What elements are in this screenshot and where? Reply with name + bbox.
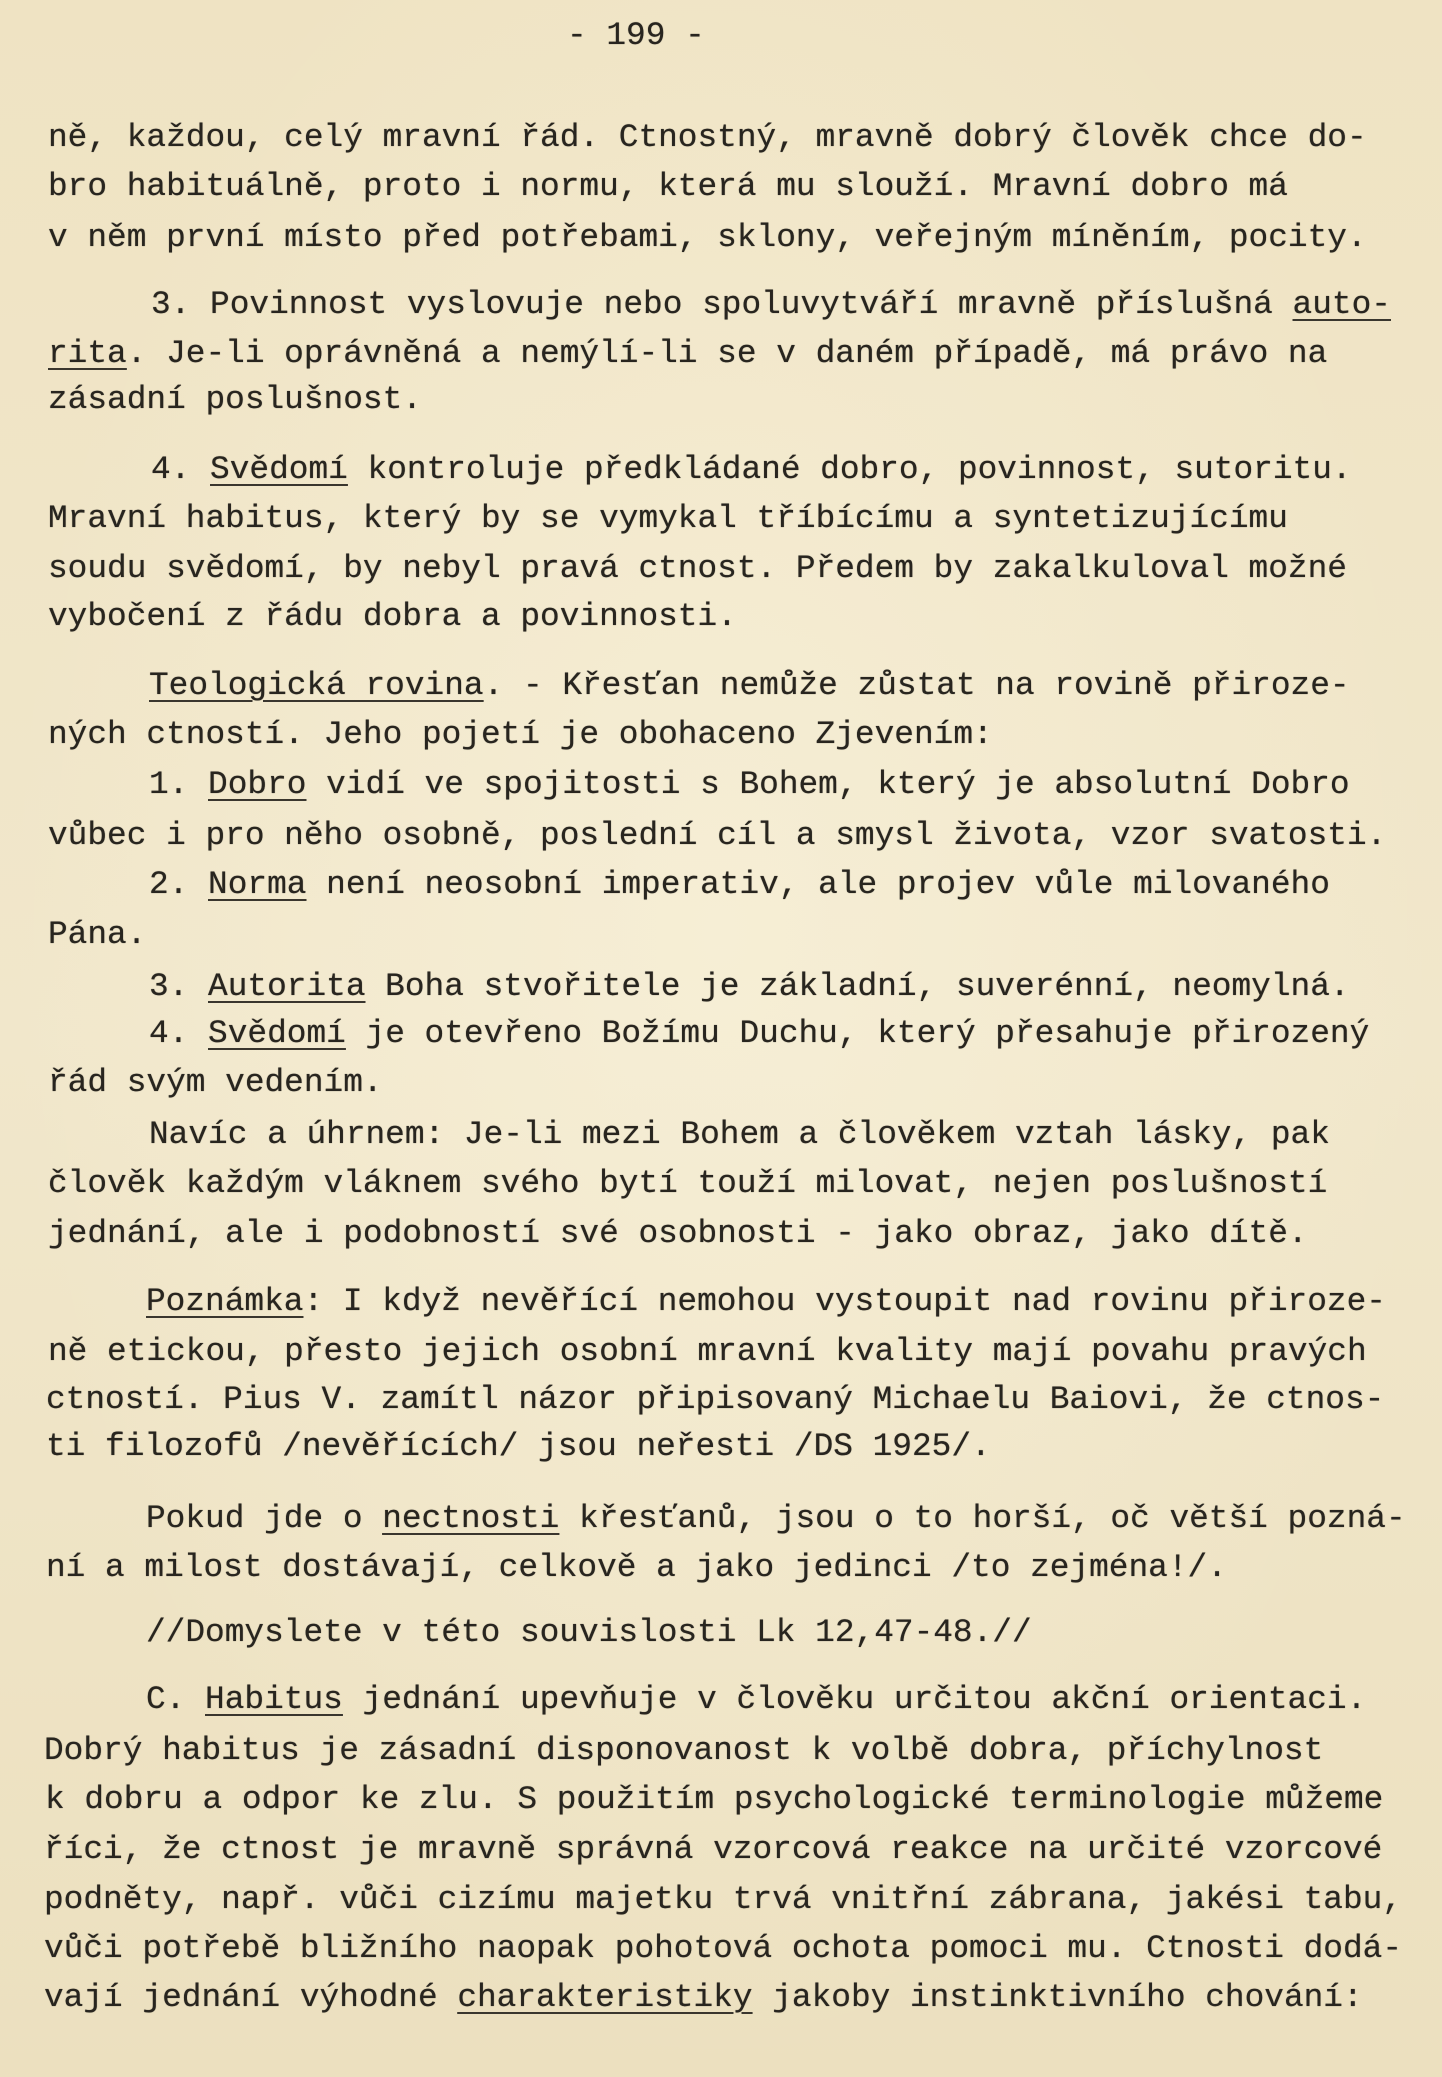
text-line — [48, 118, 1367, 158]
text-line — [149, 1115, 1330, 1155]
text-line — [48, 167, 1288, 207]
underlined-term: Dobro — [208, 766, 307, 803]
line-text: jednání, ale i podobností své osobnosti - jako obraz, jako dítě. — [48, 1215, 1308, 1252]
line-text: Mravní habitus, který by se vymykal tříbícímu a syntetizujícímu — [48, 500, 1288, 537]
line-text: soudu svědomí, by nebyl pravá ctnost. Předem by zakalkuloval možné — [48, 550, 1347, 587]
line-text: . Je-li oprávněná a nemýlí-li se v daném případě, má právo na — [126, 335, 1328, 372]
text-line — [44, 1880, 1402, 1920]
line-text: 3. — [149, 968, 209, 1005]
text-line — [44, 1830, 1382, 1870]
line-text: Dobrý habitus je zásadní disponovanost k volbě dobra, příchylnost — [44, 1732, 1324, 1769]
line-text: ně, každou, celý mravní řád. Ctnostný, mravně dobrý člověk chce do- — [48, 119, 1367, 156]
text-line — [149, 666, 1350, 706]
line-text: C. — [146, 1681, 206, 1718]
underlined-term: nectnosti — [382, 1500, 560, 1537]
line-text: vůči potřebě bližního naopak pohotová ochota pomoci mu. Ctnosti dodá- — [44, 1930, 1403, 1967]
text-line — [146, 1680, 1366, 1720]
text-line — [48, 597, 737, 637]
underlined-term: Poznámka — [146, 1283, 304, 1320]
underlined-term: Norma — [208, 866, 307, 903]
line-text: řád svým vedením. — [48, 1064, 383, 1101]
line-text: ctností. Pius V. zamítl názor připisovaný Michaelu Baiovi, že ctnos- — [46, 1381, 1385, 1418]
underlined-term: charakteristiky — [457, 1979, 753, 2016]
underlined-term: auto- — [1292, 286, 1391, 323]
text-line — [149, 967, 1350, 1007]
line-text: 1. — [149, 766, 209, 803]
line-text: 2. — [149, 866, 209, 903]
text-line — [48, 499, 1288, 539]
text-line — [48, 334, 1327, 374]
line-text: ní a milost dostávají, celkově a jako jedinci /to zejména!/. — [46, 1549, 1227, 1586]
text-line — [48, 380, 422, 420]
text-line — [45, 1780, 1383, 1820]
line-text: k dobru a odpor ke zlu. S použitím psychologické terminologie můžeme — [45, 1781, 1384, 1818]
text-line — [149, 765, 1350, 805]
text-line — [48, 715, 993, 755]
line-text: ných ctností. Jeho pojetí je obohaceno Zjevením: — [48, 716, 993, 753]
underlined-term: Autorita — [208, 968, 366, 1005]
underlined-term: Svědomí — [208, 1015, 346, 1052]
text-line — [46, 1548, 1227, 1588]
text-line — [151, 450, 1352, 490]
line-text: vidí ve spojitosti s Bohem, který je absolutní Dobro — [306, 766, 1350, 803]
underlined-term: Svědomí — [210, 451, 348, 488]
line-text: Pokud jde o — [146, 1500, 383, 1537]
line-text: vůbec i pro něho osobně, poslední cíl a smysl života, vzor svatosti. — [48, 817, 1387, 854]
text-line — [48, 1332, 1367, 1372]
text-line — [46, 1427, 991, 1467]
line-text: Navíc a úhrnem: Je-li mezi Bohem a člověkem vztah lásky, pak — [149, 1116, 1330, 1153]
line-text: : I když nevěřící nemohou vystoupit nad rovinu přiroze- — [303, 1283, 1386, 1320]
text-line — [46, 1380, 1384, 1420]
text-line — [151, 285, 1391, 325]
line-text: jednání upevňuje v člověku určitou akční orientaci. — [342, 1681, 1367, 1718]
line-text: bro habituálně, proto i normu, která mu slouží. Mravní dobro má — [48, 168, 1288, 205]
text-line — [149, 1014, 1369, 1054]
text-line — [146, 1613, 1032, 1653]
text-line — [48, 816, 1386, 856]
text-line — [44, 1978, 1363, 2018]
line-text: podněty, např. vůči cizímu majetku trvá vnitřní zábrana, jakési tabu, — [44, 1881, 1403, 1918]
text-line — [44, 1731, 1323, 1771]
line-text: 3. Povinnost vyslovuje nebo spoluvytváří mravně příslušná — [151, 286, 1293, 323]
text-line — [44, 1929, 1402, 1969]
line-text: ně etickou, přesto jejich osobní mravní kvality mají povahu pravých — [48, 1333, 1367, 1370]
line-text: ti filozofů /nevěřících/ jsou neřesti /DS 1925/. — [46, 1428, 991, 1465]
line-text: jakoby instinktivního chování: — [752, 1979, 1363, 2016]
line-text: . - Křesťan nemůže zůstat na rovině přiroze- — [483, 667, 1350, 704]
text-line — [48, 1214, 1308, 1254]
text-line — [48, 1164, 1327, 1204]
line-text: říci, že ctnost je mravně správná vzorcová reakce na určité vzorcové — [44, 1831, 1383, 1868]
line-text: člověk každým vláknem svého bytí touží milovat, nejen poslušností — [48, 1165, 1328, 1202]
line-text: Pána. — [48, 916, 147, 953]
line-text: //Domyslete v této souvislosti Lk 12,47-48.// — [146, 1614, 1032, 1651]
line-text: vybočení z řádu dobra a povinnosti. — [48, 598, 737, 635]
text-line — [48, 1063, 383, 1103]
underlined-term: Teologická rovina — [149, 667, 484, 704]
text-line — [149, 865, 1330, 905]
text-line — [48, 218, 1367, 258]
text-line — [48, 549, 1347, 589]
line-text: 4. — [149, 1015, 209, 1052]
underlined-term: Habitus — [205, 1681, 343, 1718]
line-text: v něm první místo před potřebami, sklony, veřejným míněním, pocity. — [48, 219, 1367, 256]
line-text: je otevřeno Božímu Duchu, který přesahuje přirozený — [345, 1015, 1370, 1052]
line-text: křesťanů, jsou o to horší, oč větší pozná- — [559, 1500, 1406, 1537]
line-text: Boha stvořitele je základní, suverénní, neomylná. — [365, 968, 1350, 1005]
line-text: vají jednání výhodné — [44, 1979, 458, 2016]
page-number: - 199 - — [567, 17, 705, 54]
line-text: kontroluje předkládané dobro, povinnost, sutoritu. — [347, 451, 1352, 488]
underlined-term: rita — [48, 335, 127, 372]
text-line — [48, 915, 146, 955]
line-text: zásadní poslušnost. — [48, 381, 422, 418]
text-line — [146, 1499, 1406, 1539]
line-text: není neosobní imperativ, ale projev vůle milovaného — [306, 866, 1330, 903]
text-line — [146, 1282, 1386, 1322]
line-text: 4. — [151, 451, 211, 488]
